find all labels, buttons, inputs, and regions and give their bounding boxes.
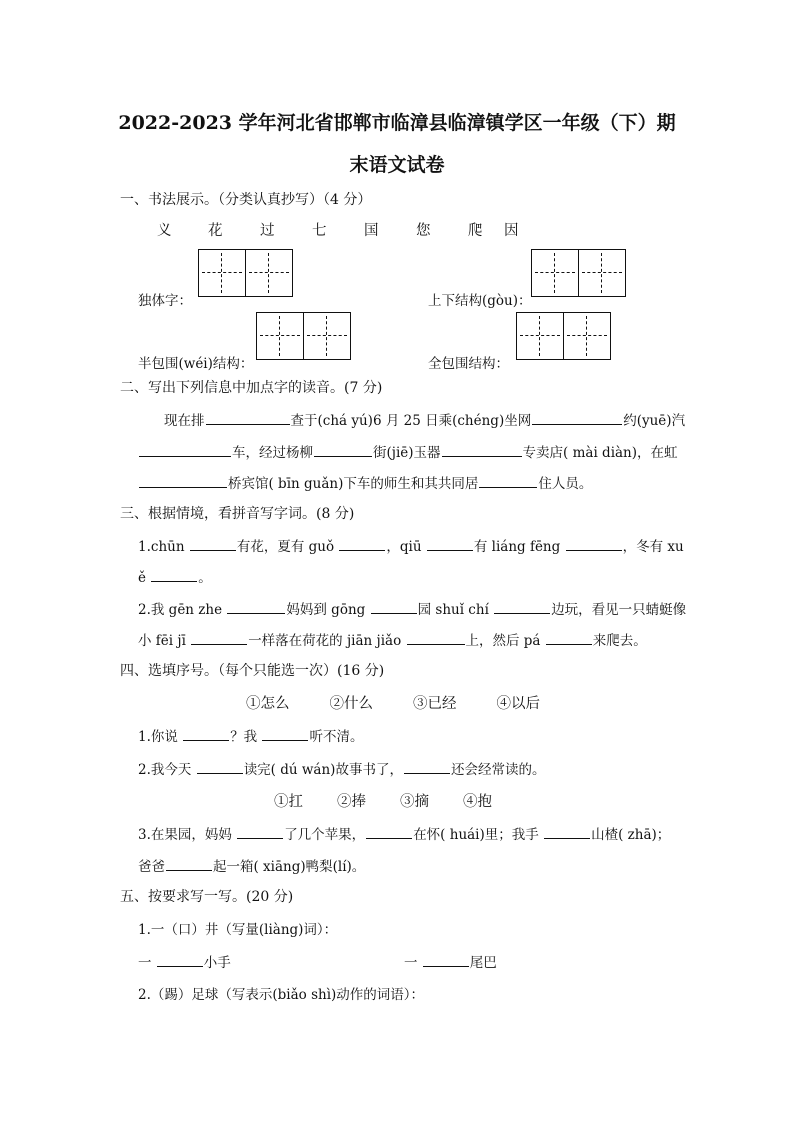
s4-line-4: 爸爸 起一箱( xiāng)鸭梨(lí)。 xyxy=(138,859,366,875)
option: ②什么 xyxy=(329,696,373,712)
char: 义 xyxy=(157,223,172,239)
answer-blank[interactable] xyxy=(366,825,412,839)
answer-blank[interactable] xyxy=(197,760,243,774)
answer-blank[interactable] xyxy=(404,760,450,774)
answer-blank[interactable] xyxy=(442,443,522,457)
s5-line-3: 2.（踢）足球（写表示(biǎo shì)动作的词语）： xyxy=(138,987,425,1003)
char: 您 xyxy=(416,223,431,239)
writing-grid-a[interactable] xyxy=(198,249,293,297)
option: ③摘 xyxy=(400,794,429,810)
s5-line-2a: 一 小手 xyxy=(138,955,231,971)
label-top-bottom: 上下结构(gòu)： xyxy=(428,293,532,309)
label-half-enclosed: 半包围(wéi)结构： xyxy=(138,356,254,372)
answer-blank[interactable] xyxy=(206,411,290,425)
char: 花 xyxy=(208,223,223,239)
answer-blank[interactable] xyxy=(314,443,372,457)
section-1-heading: 一、书法展示。（分类认真抄写）（4 分） xyxy=(120,192,372,208)
option: ①扛 xyxy=(274,794,303,810)
answer-blank[interactable] xyxy=(407,631,465,645)
s3-line-4: 小 fēi jī 一样落在荷花的 jiān jiǎo 上，然后 pá 来爬去。 xyxy=(138,633,647,649)
answer-blank[interactable] xyxy=(262,727,308,741)
page-title: 2022-2023 学年河北省邯郸市临漳县临漳镇学区一年级（下）期 xyxy=(118,112,676,134)
answer-blank[interactable] xyxy=(532,411,622,425)
s4-line-1: 1.你说 ？我 听不清。 xyxy=(138,729,364,745)
option: ④抱 xyxy=(463,794,492,810)
writing-grid-c[interactable] xyxy=(256,312,351,360)
answer-blank[interactable] xyxy=(139,474,227,488)
char: 因 xyxy=(504,223,519,239)
s2-line-3: 桥宾馆( bīn guǎn)下车的师生和其共同居 住人员。 xyxy=(138,472,592,492)
answer-blank[interactable] xyxy=(151,568,197,582)
char: 国 xyxy=(364,223,379,239)
s5-line-2b: 一 尾巴 xyxy=(404,955,497,971)
char: 七 xyxy=(312,223,327,239)
answer-blank[interactable] xyxy=(183,727,229,741)
answer-blank[interactable] xyxy=(544,825,590,839)
answer-blank[interactable] xyxy=(237,825,283,839)
option: ①怎么 xyxy=(246,696,290,712)
s4-line-3: 3.在果园，妈妈 了几个苹果， 在怀( huái)里；我手 山楂( zhā)； xyxy=(138,827,671,843)
options-row-1 xyxy=(246,692,580,713)
answer-blank[interactable] xyxy=(546,631,592,645)
char: 过 xyxy=(260,223,275,239)
answer-blank[interactable] xyxy=(427,537,473,551)
section-5-heading: 五、按要求写一写。(20 分) xyxy=(120,889,294,905)
s3-line-2: ě 。 xyxy=(138,570,212,586)
writing-grid-d[interactable] xyxy=(516,312,611,360)
answer-blank[interactable] xyxy=(566,537,622,551)
answer-blank[interactable] xyxy=(227,600,285,614)
option: ②捧 xyxy=(337,794,366,810)
label-standalone: 独体字： xyxy=(138,293,192,309)
writing-grid-b[interactable] xyxy=(531,249,626,297)
answer-blank[interactable] xyxy=(423,953,469,967)
option: ③已经 xyxy=(413,696,457,712)
s4-line-2: 2.我今天 读完( dú wán)故事书了， 还会经常读的。 xyxy=(138,762,546,778)
options-row-2 xyxy=(274,790,532,811)
answer-blank[interactable] xyxy=(139,443,231,457)
answer-blank[interactable] xyxy=(157,953,203,967)
s2-line-1: 现在排 查于(chá yú)6 月 25 日乘(chéng)坐网 约(yuē)汽 xyxy=(164,413,686,429)
section-3-heading: 三、根据情境，看拼音写字词。(8 分) xyxy=(120,506,355,522)
answer-blank[interactable] xyxy=(339,537,385,551)
char: 爬 xyxy=(468,223,483,239)
s5-line-1: 1.一（口）井（写量(liàng)词）： xyxy=(138,922,338,938)
answer-blank[interactable] xyxy=(494,600,550,614)
option: ④以后 xyxy=(496,696,540,712)
answer-blank[interactable] xyxy=(190,537,236,551)
s2-line-2: 车，经过杨柳 街(jiē)玉器 专卖店( mài diàn)，在虹 xyxy=(138,441,678,461)
section-2-heading: 二、写出下列信息中加点字的读音。(7 分) xyxy=(120,380,383,396)
s3-line-3: 2.我 gēn zhe 妈妈到 gōng 园 shuǐ chí 边玩，看见一只蜻蜓像 xyxy=(138,602,687,618)
label-fully-enclosed: 全包围结构： xyxy=(428,356,509,372)
page-title-continued: 末语文试卷 xyxy=(349,154,445,176)
answer-blank[interactable] xyxy=(479,474,537,488)
section-4-heading: 四、选填序号。（每个只能选一次）(16 分) xyxy=(120,663,385,679)
answer-blank[interactable] xyxy=(371,600,417,614)
s3-line-1: 1.chūn 有花，夏有 guǒ ，qiū 有 liáng fēng ，冬有 xu xyxy=(138,539,684,555)
answer-blank[interactable] xyxy=(166,857,212,871)
answer-blank[interactable] xyxy=(191,631,247,645)
